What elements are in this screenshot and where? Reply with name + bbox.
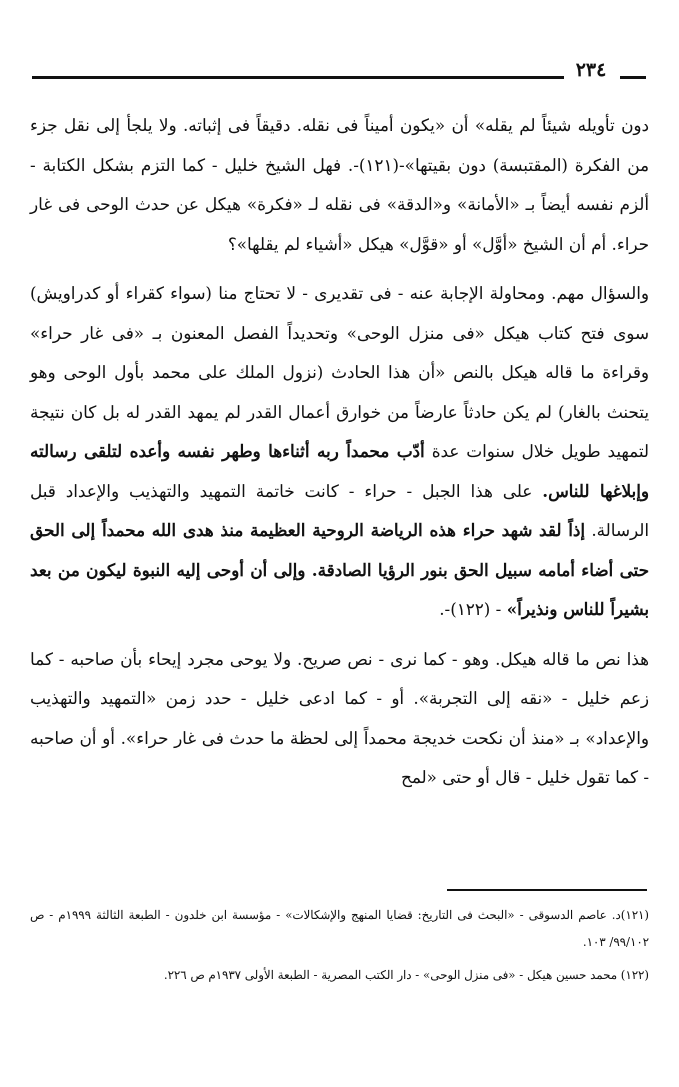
paragraph-2 [30, 274, 649, 630]
footnote-122: (١٢٢) محمد حسين هيكل - «فى منزل الوحى» - دار الكتب المصرية - الطبعة الأولى ١٩٣٧م ص ٢٢٦. [163, 968, 649, 982]
paragraph-2-footnote-ref: - (١٢٢)-. [439, 599, 507, 619]
paragraph-1: دون تأويله شيئاً لم يقله» أن «يكون أميناً فى نقله. دقيقاً فى إثباته. ولا يلجأ إلى نقل جزء من الفكرة (المقتبسة) دون بقيتها»-(١٢١)-. فهل الشيخ خليل - كما التزم بشكل الكتابة - ألزم نفسه أيضاً بـ «الأمانة» و«الدقة» فى نقله لـ «فكرة» هيكل عن حدث الوحى فى غار حراء. أم أن الشيخ «أوَّل» أو «قوَّل» هيكل «أشياء لم يقلها»؟ [30, 115, 650, 254]
footnote-separator [447, 889, 647, 891]
paragraph-3: هذا نص ما قاله هيكل. وهو - كما نرى - نص صريح. ولا يوحى مجرد إيحاء بأن صاحبه - كما زعم خليل - «نقه إلى التجربة». أو - كما ادعى خليل - حدد زمن «التمهيد والتهذيب والإعداد» بـ «منذ أن نكحت خديجة محمداً إلى لحظة ما حدث فى غار حراء». أو أن صاحبه - كما تقول خليل - قال أو حتى «لمح [30, 648, 649, 787]
paragraph-2-bold-quote: أدّب محمداً ربه أثناءها وطهر نفسه وأعده لتلقى رسالته وإبلاغها للناس. [30, 441, 649, 501]
footnote-121: (١٢١)د. عاصم الدسوقى - «البحث فى التاريخ: قضايا المنهج والإشكالات» - مؤسسة ابن خلدون - الطبعة الثالثة ١٩٩٩م - ص ٩٩/١٠٢/ ١٠٣. [30, 908, 649, 949]
page-header [32, 58, 646, 88]
paragraph-2-text: والسؤال مهم. ومحاولة الإجابة عنه - فى تقديرى - لا تحتاج منا (سواء كقراء أو كدراويش) سوى فتح كتاب هيكل «فى منزل الوحى» وتحديداً الفصل المعنون بـ «فى غار حراء» وقراءة ما قاله هيكل بالنص «أن هذا الحادث (نزول الملك على محمد بأول الوحى وهو يتحنث بالغار) لم يكن حادثاً عارضاً من خوارق أعمال القدر لم يمهد القدر له بل كان نتيجة لتمهيد طويل خلال سنوات عدة [30, 283, 650, 461]
header-rule-tail [620, 76, 646, 79]
paragraph-2-text-continued: على هذا الجبل - حراء - كانت خاتمة التمهيد والتهذيب والإعداد قبل الرسالة. [30, 480, 649, 540]
paragraph-2-bold-quote-2: إذاً لقد شهد حراء هذه الرياضة الروحية العظيمة منذ هدى الله محمداً إلى الحق حتى أضاء أمامه سبيل الحق بنور الرؤيا الصادقة. وإلى أن أوحى إليه النبوة ليكون من بعد بشيراً للناس ونذيراً» [30, 520, 649, 619]
page-number: ٢٣٤ [575, 59, 607, 81]
footnotes [30, 902, 649, 995]
body-text [30, 106, 649, 798]
header-rule [32, 76, 564, 79]
